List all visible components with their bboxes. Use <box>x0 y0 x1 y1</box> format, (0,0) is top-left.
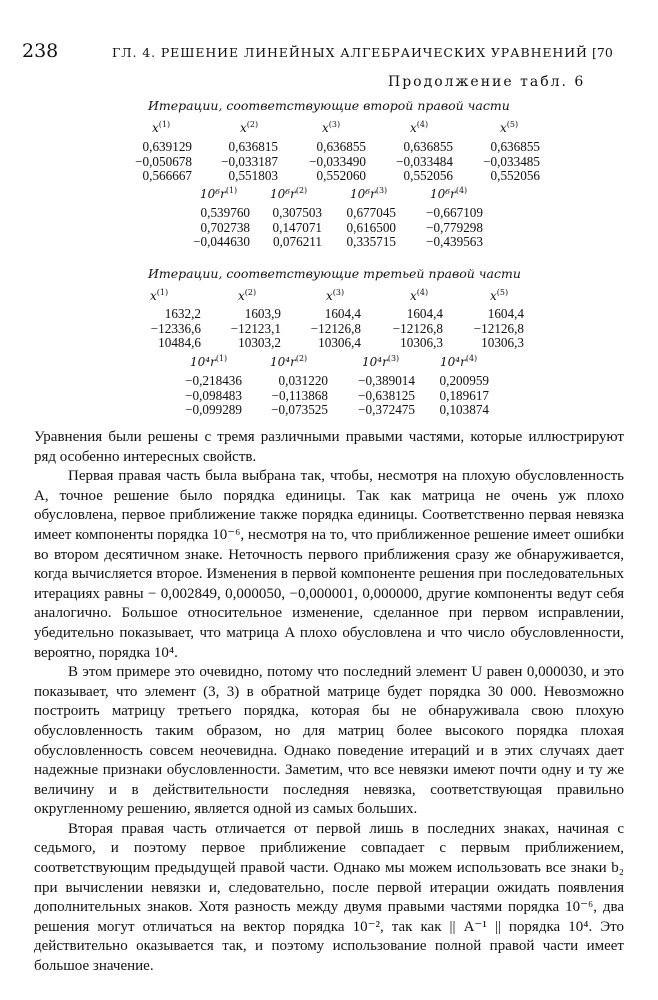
body-text <box>34 428 624 977</box>
table-cell: 1604,4 <box>487 306 524 321</box>
paragraph: Уравнения были решены с тремя различными правыми частями, которые иллюстрируют ряд особенно интересных свойств. <box>34 429 624 465</box>
block2-x-header: $x^{(4)}$ <box>410 288 429 303</box>
block1-residual-column <box>306 206 396 250</box>
block2-x-column <box>191 307 281 351</box>
table-cell: −0,033485 <box>483 153 540 169</box>
table-cell: 0,539760 <box>200 205 250 220</box>
table-cell: 10306,3 <box>400 335 443 350</box>
table-cell: −0,667109 <box>426 205 483 220</box>
block2-residual-header: $10^4r^{(1)}$ <box>190 354 228 369</box>
table-cell: −12123,1 <box>230 320 281 336</box>
table-cell: −0,033484 <box>396 153 453 169</box>
page-number: 238 <box>22 40 59 62</box>
block1-x-column <box>276 140 366 184</box>
table-cell: 1632,2 <box>164 306 201 321</box>
table-cell: 0,147071 <box>272 219 322 235</box>
table-cell: 0,307503 <box>272 205 322 220</box>
table-cell: 0,636855 <box>316 139 366 154</box>
paragraph: Первая правая часть была выбрана так, чтобы, несмотря на плохую обусловленность A, точное решение было порядка единицы. Так как матрица не очень уж плохо обусловлена, первое приближение также порядка единицы. Соответственно первая невязка имеет компоненты порядка 10⁻⁶, несмотря на то, что приближенное решение имеет ошибки во втором десятичном знаке. Неточность первого приближения сразу же обнаруживается, когда вычисляется второе. Изменения в первой компоненте решения при последовательных итерациях равны − 0,002849, 0,000050, −0,000001, 0,000000, другие компоненты ведут себя аналогично. Большое относительное изменение, сделанное при первом исправлении, убедительно показывает, что матрица A плохо обусловлена и что число обусловленности, вероятно, порядка 10⁴. <box>34 468 624 661</box>
table-cell: 0,566667 <box>142 168 192 183</box>
block2-residual-column <box>152 374 242 418</box>
table-cell: 10484,6 <box>158 335 201 350</box>
table-cell: 0,552060 <box>316 168 366 183</box>
table-cell: 0,552056 <box>403 168 453 183</box>
table-cell: −12126,8 <box>392 320 443 336</box>
block1-residual-column <box>393 206 483 250</box>
table-cell: 0,552056 <box>490 168 540 183</box>
table-cell: 10306,3 <box>481 335 524 350</box>
block2-residual-column <box>238 374 328 418</box>
table-cell: −12126,8 <box>310 320 361 336</box>
block1-x-header: $x^{(3)}$ <box>322 120 341 135</box>
block2-x-header: $x^{(2)}$ <box>238 288 257 303</box>
table-cell: 0,636815 <box>228 139 278 154</box>
paragraph: Вторая правая часть отличается от первой лишь в последних знаках, начиная с седьмого, и поэтому первое приближение совпадает с первым приближением, соответствующим предыдущей правой части. Однако мы можем использовать все знаки b₂ при вычислении невязки и, следовательно, после первой итерации ожидать появления дополнительных знаков. Хотя разность между двумя правыми частями порядка 10⁻⁶, два решения могут отличаться на вектор порядка 10⁻², так как || A⁻¹ || порядка 10⁴. Это действительно оказывается так, и поэтому использование полной правой части имеет большое значение. <box>34 820 624 975</box>
block1-residual-header: $10^6r^{(4)}$ <box>430 186 468 201</box>
block2-x-header: $x^{(3)}$ <box>326 288 345 303</box>
block1-x-column <box>102 140 192 184</box>
block2-x-column <box>271 307 361 351</box>
table-cell: 1604,4 <box>406 306 443 321</box>
table-continuation-label: Продолжение табл. 6 <box>388 74 586 90</box>
table-cell: 0,636855 <box>403 139 453 154</box>
table-cell: −0,033490 <box>309 153 366 169</box>
table-cell: 0,636855 <box>490 139 540 154</box>
block1-x-header: $x^{(4)}$ <box>410 120 429 135</box>
table-cell: −0,073525 <box>271 402 328 417</box>
block2-residual-header: $10^4r^{(2)}$ <box>270 354 308 369</box>
table-cell: 0,551803 <box>228 168 278 183</box>
table-cell: −0,098483 <box>185 387 242 403</box>
table-cell: 0,639129 <box>142 139 192 154</box>
block1-x-header: $x^{(5)}$ <box>500 120 519 135</box>
table-cell: 0,616500 <box>346 219 396 235</box>
table-cell: 0,702738 <box>200 219 250 235</box>
table-cell: 0,189617 <box>439 387 489 403</box>
table-cell: 0,103874 <box>439 402 489 417</box>
table-cell: 0,335715 <box>346 234 396 249</box>
table-cell: 0,076211 <box>273 234 322 249</box>
table-cell: −0,113868 <box>271 387 328 403</box>
table-cell: −0,638125 <box>358 387 415 403</box>
table-cell: −0,050678 <box>135 153 192 169</box>
section-number: [70 <box>592 45 613 60</box>
table-cell: 1603,9 <box>244 306 281 321</box>
block1-residual-header: $10^6r^{(2)}$ <box>270 186 308 201</box>
block2-x-header: $x^{(1)}$ <box>150 288 169 303</box>
table-cell: −0,439563 <box>426 234 483 249</box>
running-head: ГЛ. 4. РЕШЕНИЕ ЛИНЕЙНЫХ АЛГЕБРАИЧЕСКИХ УРАВНЕНИЙ <box>112 45 588 60</box>
block2-subheading: Итерации, соответствующие третьей правой части <box>148 266 521 281</box>
table-cell: −0,044630 <box>193 234 250 249</box>
table-cell: −12126,8 <box>473 320 524 336</box>
block1-x-column <box>188 140 278 184</box>
block1-x-column <box>363 140 453 184</box>
block2-residual-column <box>399 374 489 418</box>
table-cell: −12336,6 <box>150 320 201 336</box>
block2-residual-header: $10^4r^{(4)}$ <box>440 354 478 369</box>
table-cell: −0,389014 <box>358 373 415 388</box>
block1-x-header: $x^{(2)}$ <box>240 120 259 135</box>
block1-x-header: $x^{(1)}$ <box>152 120 171 135</box>
table-cell: 10306,4 <box>318 335 361 350</box>
table-cell: 0,200959 <box>439 373 489 388</box>
table-cell: −0,099289 <box>185 402 242 417</box>
block2-x-header: $x^{(5)}$ <box>490 288 509 303</box>
block2-x-column <box>111 307 201 351</box>
paragraph: В этом примере это очевидно, потому что последний элемент U равен 0,000030, и это показывает, что элемент (3, 3) в обратной матрице будет порядка 30 000. Невозможно построить матрицу третьего порядка, которая бы не обнаруживала свою плохую обусловленность таким образом, но для матриц более высокого порядка плохая обусловленность совсем неочевидна. Однако поведение итераций и в этих случаях дает надежные признаки обусловленности. Заметим, что все невязки имеют почти одну и ту же величину и в действительности последняя невязка, соответствующая правильно округленному решению, является одной из самых больших. <box>34 664 624 818</box>
table-cell: 0,031220 <box>278 373 328 388</box>
block2-x-column <box>434 307 524 351</box>
table-cell: −0,372475 <box>358 402 415 417</box>
block1-residual-header: $10^6r^{(1)}$ <box>200 186 238 201</box>
block1-residual-header: $10^6r^{(3)}$ <box>350 186 388 201</box>
block1-subheading: Итерации, соответствующие второй правой части <box>148 98 510 113</box>
block1-x-column <box>450 140 540 184</box>
table-cell: 1604,4 <box>324 306 361 321</box>
block2-residual-header: $10^4r^{(3)}$ <box>362 354 400 369</box>
table-cell: 10303,2 <box>238 335 281 350</box>
table-cell: −0,779298 <box>426 219 483 235</box>
table-cell: 0,677045 <box>346 205 396 220</box>
block2-x-column <box>353 307 443 351</box>
table-cell: −0,218436 <box>185 373 242 388</box>
table-cell: −0,033187 <box>221 153 278 169</box>
